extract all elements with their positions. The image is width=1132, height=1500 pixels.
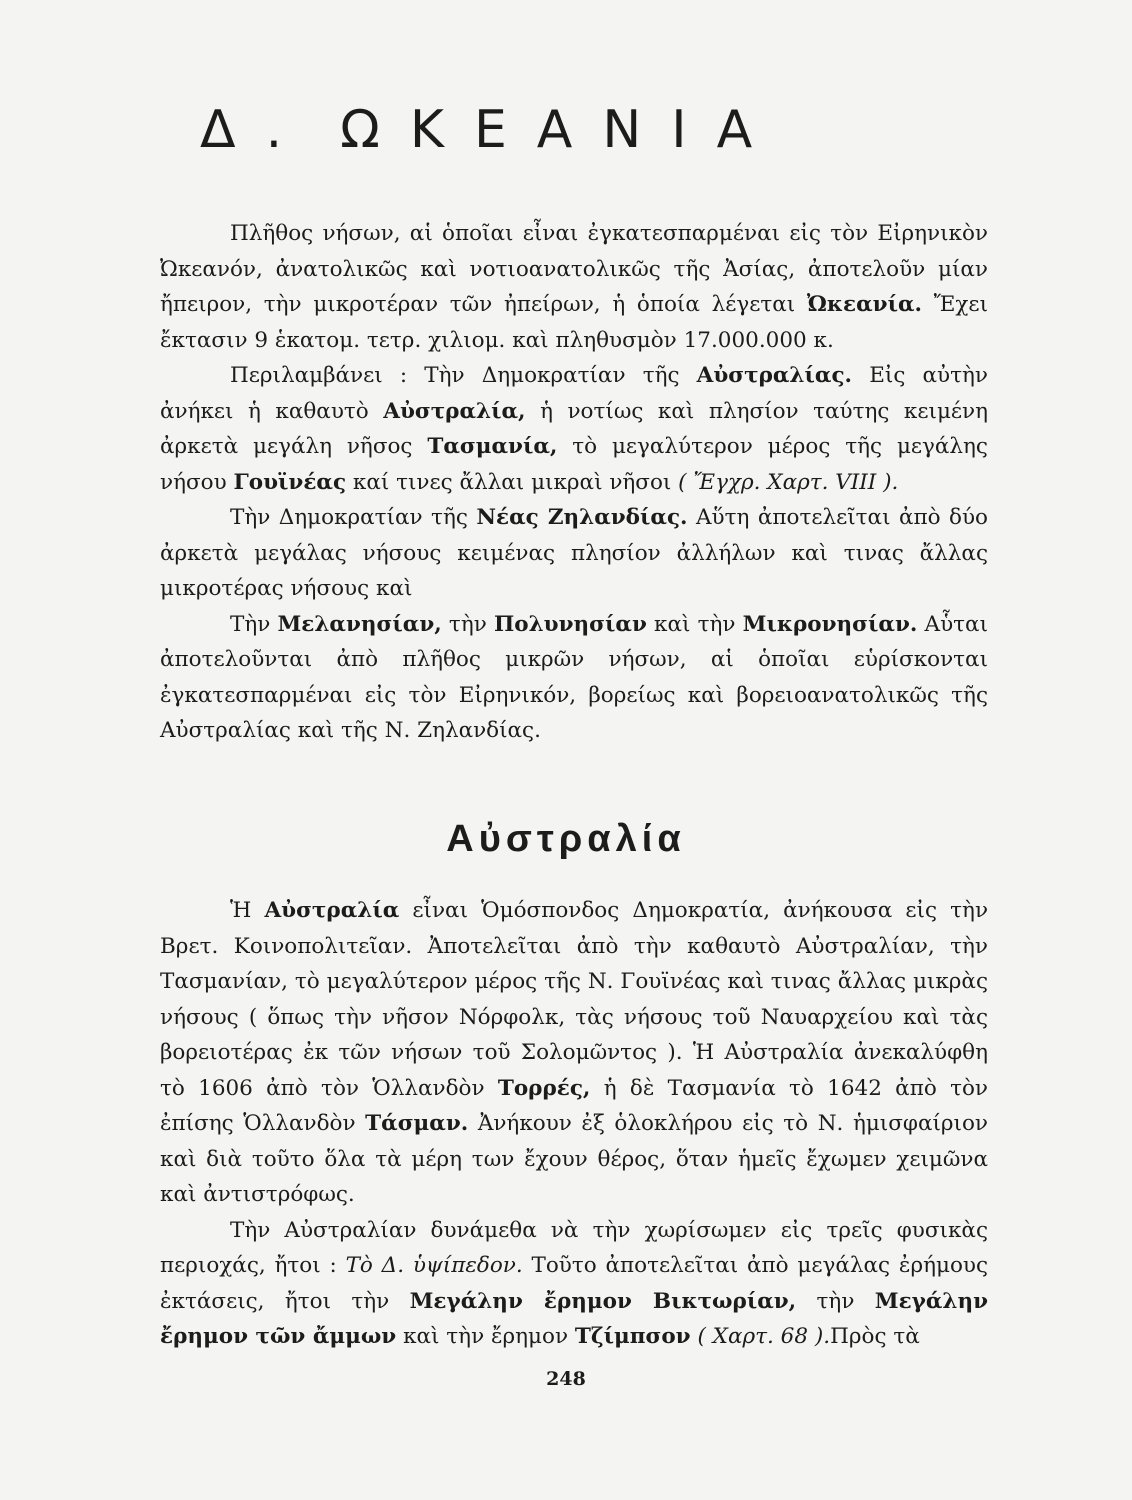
italic-term: Τὸ Δ. ὑψίπεδον. bbox=[345, 1253, 523, 1278]
text-run: Ἔχει ἔκτασιν 9 ἑκατομ. τετρ. χιλιομ. καὶ πληθυσμὸν 17.000.000 κ. bbox=[160, 292, 989, 353]
intro-paragraph-1 bbox=[160, 216, 988, 358]
bold-term: Τζίμπσον bbox=[574, 1324, 691, 1349]
text-run: Εἰς αὐτὴν ἀνήκει ἡ καθαυτὸ bbox=[160, 363, 988, 424]
text-run: ἡ νοτίως καὶ πλησίον ταύτης κειμένη ἀρκετὰ μεγάλη νῆσος bbox=[160, 398, 989, 459]
australia-text bbox=[160, 893, 988, 1355]
bold-term: Τάσμαν. bbox=[365, 1111, 469, 1136]
bold-term: Αὐστραλίας. bbox=[696, 363, 853, 388]
text-run: Τὴν Αὐστραλίαν δυνάμεθα νὰ τὴν χωρίσωμεν εἰς τρεῖς φυσικὰς περιοχάς, ἤτοι : bbox=[160, 1217, 988, 1278]
bold-term: Μεγάλην ἔρημον τῶν ἄμμων bbox=[160, 1288, 988, 1349]
bold-term: Αὐστραλία bbox=[264, 898, 400, 923]
bold-term: Πολυνησίαν bbox=[493, 611, 647, 637]
chapter-prefix: Δ. bbox=[200, 100, 313, 160]
text-run: Πρὸς τὰ bbox=[830, 1324, 920, 1349]
intro-text bbox=[160, 216, 988, 749]
chapter-title bbox=[200, 100, 900, 160]
text-run: τὴν bbox=[796, 1288, 875, 1314]
text-run: τὸ μεγαλύτερον μέρος τῆς μεγάλης νήσου bbox=[160, 434, 988, 495]
text-run: καί τινες ἄλλαι μικραὶ νῆσοι bbox=[346, 469, 679, 495]
text-run: Αὗται ἀποτελοῦνται ἀπὸ πλῆθος μικρῶν νήσων, αἱ ὁποῖαι εὑρίσκονται ἐγκατεσπαρμέναι εἰς τὸν Εἰρηνικόν, βορείως καὶ βορειοανατολικῶς τῆς Αὐστραλίας καὶ τῆς Ν. Ζηλανδίας. bbox=[160, 611, 988, 743]
bold-term: Μεγάλην ἔρημον Βικτωρίαν, bbox=[409, 1288, 797, 1314]
text-run: καὶ τὴν ἔρημον bbox=[396, 1324, 575, 1349]
intro-paragraph-4 bbox=[160, 607, 988, 749]
intro-paragraph-3 bbox=[160, 500, 988, 607]
section-title: Αὐστραλία bbox=[446, 818, 686, 860]
intro-paragraph-2 bbox=[160, 358, 988, 500]
text-run: Αὕτη ἀποτελεῖται ἀπὸ δύο ἀρκετὰ μεγάλας νήσους κειμένας πλησίον ἀλλήλων καὶ τινας ἄλλας μικροτέρας νήσους καὶ bbox=[160, 505, 988, 601]
map-reference: ( Ἔγχρ. Χαρτ. VIII ). bbox=[678, 469, 899, 495]
text-run: τὴν bbox=[441, 611, 494, 637]
text-run: Ἀνήκουν ἐξ ὁλοκλήρου εἰς τὸ Ν. ἡμισφαίριον καὶ διὰ τοῦτο ὅλα τὰ μέρη των ἔχουν θέρος, ὅταν ἡμεῖς ἔχωμεν χειμῶνα καὶ ἀντιστρόφως. bbox=[160, 1111, 988, 1207]
bold-term: Τασμανία, bbox=[427, 434, 558, 459]
text-run: Τοῦτο ἀποτελεῖται ἀπὸ μεγάλας ἐρήμους ἐκτάσεις, ἤτοι τὴν bbox=[160, 1253, 988, 1314]
page-number: 248 bbox=[546, 1368, 586, 1390]
text-run: ἡ δὲ Τασμανία τὸ 1642 ἀπὸ τὸν ἐπίσης Ὁλλανδὸν bbox=[160, 1075, 988, 1136]
text-run: Ἡ bbox=[230, 898, 265, 923]
bold-term: Τορρές, bbox=[497, 1075, 591, 1101]
map-reference: ( Χαρτ. 68 ). bbox=[697, 1324, 831, 1349]
bold-term: Γουϊνέας bbox=[233, 469, 347, 495]
australia-paragraph-2 bbox=[160, 1213, 988, 1355]
chapter-name: ΩΚΕΑΝΙΑ bbox=[340, 100, 783, 160]
bold-term: Ὠκεανία. bbox=[806, 292, 923, 317]
text-run: Τὴν bbox=[230, 611, 278, 637]
bold-term: Αὐστραλία, bbox=[383, 398, 526, 424]
bold-term: Μελανησίαν, bbox=[277, 611, 442, 637]
bold-term: Μικρονησίαν. bbox=[742, 611, 918, 637]
bold-term: Νέας Ζηλανδίας. bbox=[476, 505, 688, 530]
text-run: εἶναι Ὁμόσπονδος Δημοκρατία, ἀνήκουσα εἰς τὴν Βρετ. Κοινοπολιτεῖαν. Ἀποτελεῖται ἀπὸ τὴν καθαυτὸ Αὐστραλίαν, τὴν Τασμανίαν, τὸ μεγαλύτερον μέρος τῆς Ν. Γουϊνέας καὶ τινας ἄλλας μικρὰς νήσους ( ὅπως τὴν νῆσον Νόρφολκ, τὰς νήσους τοῦ Ναυαρχείου καὶ τὰς βορειοτέρας ἐκ τῶν νήσων τοῦ Σολομῶντος ). Ἡ Αὐστραλία ἀνεκαλύφθη τὸ 1606 ἀπὸ τὸν Ὁλλανδὸν bbox=[160, 898, 989, 1101]
text-run: Πλῆθος νήσων, αἱ ὁποῖαι εἶναι ἐγκατεσπαρμέναι εἰς τὸν Εἰρηνικὸν Ὠκεανόν, ἀνατολικῶς καὶ νοτιοανατολικῶς τῆς Ἀσίας, ἀποτελοῦν μίαν ἤπειρον, τὴν μικροτέραν τῶν ἠπείρων, ἡ ὁποία λέγεται bbox=[160, 221, 988, 317]
text-run: Τὴν Δημοκρατίαν τῆς bbox=[230, 505, 477, 530]
text-run: Περιλαμβάνει : Τὴν Δημοκρατίαν τῆς bbox=[230, 363, 697, 388]
text-run: καὶ τὴν bbox=[646, 611, 743, 637]
australia-paragraph-1 bbox=[160, 893, 988, 1213]
